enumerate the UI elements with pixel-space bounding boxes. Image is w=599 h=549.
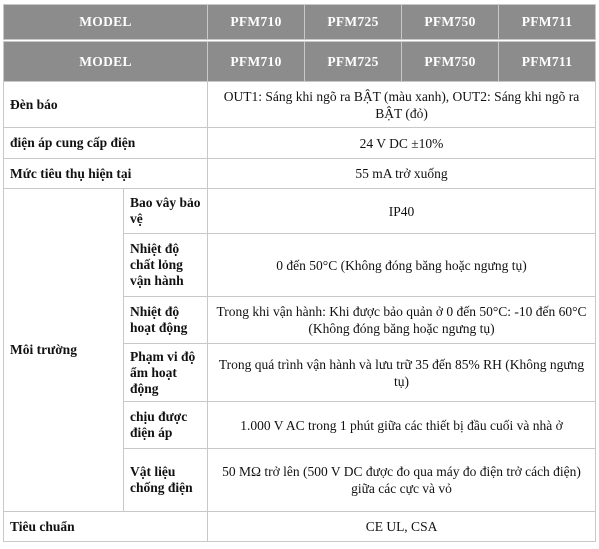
model-pfm711: PFM711 bbox=[499, 42, 596, 82]
current-consumption-label: Mức tiêu thụ hiện tại bbox=[4, 159, 208, 189]
table-header-row bbox=[4, 42, 596, 82]
model-header: MODEL bbox=[4, 42, 208, 82]
table-row bbox=[4, 512, 596, 542]
env-item-value: 50 MΩ trở lên (500 V DC được đo qua máy đo điện trở cách điện) giữa các cực và vỏ bbox=[208, 449, 596, 512]
current-consumption-value: 55 mA trở xuống bbox=[208, 159, 596, 189]
env-item-value: Trong quá trình vận hành và lưu trữ 35 đến 85% RH (Không ngưng tụ) bbox=[208, 344, 596, 402]
model-pfm710: PFM710 bbox=[208, 5, 305, 40]
model-pfm750: PFM750 bbox=[402, 42, 499, 82]
table-row bbox=[4, 82, 596, 128]
spec-table bbox=[3, 41, 596, 542]
model-pfm750: PFM750 bbox=[402, 5, 499, 40]
supply-voltage-value: 24 V DC ±10% bbox=[208, 128, 596, 159]
indicator-label: Đèn báo bbox=[4, 82, 208, 128]
table-row bbox=[4, 159, 596, 189]
model-pfm711: PFM711 bbox=[499, 5, 596, 40]
table-row bbox=[4, 189, 596, 234]
page-bottom-edge bbox=[3, 545, 595, 549]
env-item-value: 1.000 V AC trong 1 phút giữa các thiết bị đầu cuối và nhà ở bbox=[208, 402, 596, 449]
environment-label: Môi trường bbox=[4, 189, 124, 512]
model-header: MODEL bbox=[4, 5, 208, 40]
indicator-value: OUT1: Sáng khi ngõ ra BẬT (màu xanh), OUT2: Sáng khi ngõ ra BẬT (đỏ) bbox=[208, 82, 596, 128]
env-item-value: 0 đến 50°C (Không đóng băng hoặc ngưng tụ) bbox=[208, 234, 596, 297]
model-pfm725: PFM725 bbox=[305, 42, 402, 82]
env-item-value: IP40 bbox=[208, 189, 596, 234]
model-pfm725: PFM725 bbox=[305, 5, 402, 40]
table-row bbox=[4, 128, 596, 159]
env-item-label: Vật liệu chống điện bbox=[124, 449, 208, 512]
env-item-label: Nhiệt độ hoạt động bbox=[124, 297, 208, 344]
env-item-label: Phạm vi độ ẩm hoạt động bbox=[124, 344, 208, 402]
env-item-label: chịu được điện áp bbox=[124, 402, 208, 449]
standards-value: CE UL, CSA bbox=[208, 512, 596, 542]
model-pfm710: PFM710 bbox=[208, 42, 305, 82]
supply-voltage-label: điện áp cung cấp điện bbox=[4, 128, 208, 159]
env-item-value: Trong khi vận hành: Khi được bảo quản ở 0 đến 50°C: -10 đến 60°C (Không đóng băng hoặc ngưng tụ) bbox=[208, 297, 596, 344]
standards-label: Tiêu chuẩn bbox=[4, 512, 208, 542]
spec-table-header-repeat bbox=[3, 4, 596, 40]
env-item-label: Nhiệt độ chất lỏng vận hành bbox=[124, 234, 208, 297]
env-item-label: Bao vây bảo vệ bbox=[124, 189, 208, 234]
